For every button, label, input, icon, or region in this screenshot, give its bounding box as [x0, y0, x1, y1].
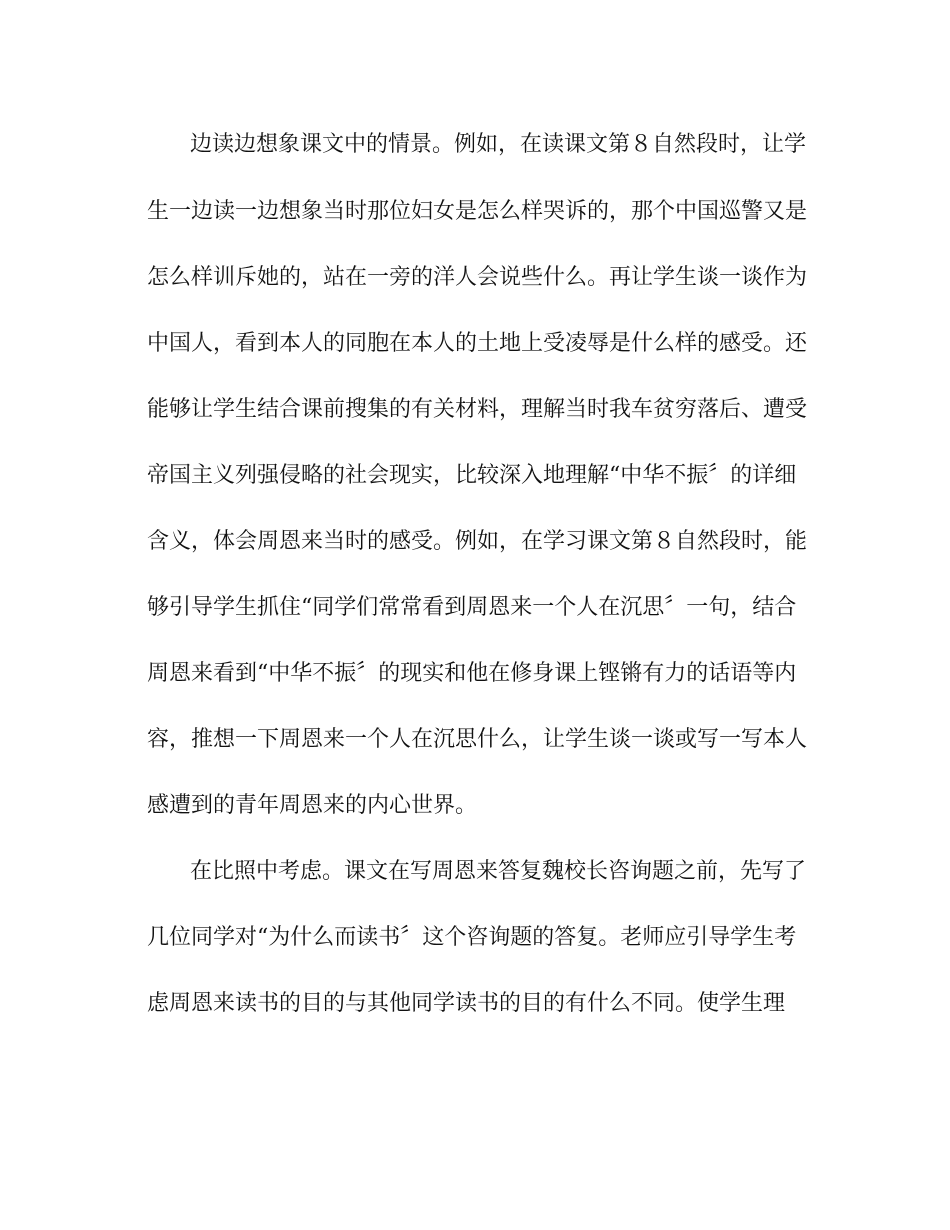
paragraph-1-line-4: 中国人，看到本人的同胞在本人的土地上受凌辱是什么样的感受。还 [147, 331, 808, 356]
paragraph-1-line-7: 含义，体会周恩来当时的感受。例如，在学习课文第８自然段时，能 [147, 529, 808, 554]
paragraph-1-line-5: 能够让学生结合课前搜集的有关材料，理解当时我车贫穷落后、遭受 [147, 397, 808, 422]
paragraph-2-line-1: 在比照中考虑。课文在写周恩来答复魏校长咨询题之前，先写了 [190, 859, 807, 884]
paragraph-1-line-6: 帝国主义列强侵略的社会现实，比较深入地理解“中华不振〞的详细 [147, 463, 797, 488]
paragraph-1-line-8: 够引导学生抓住“同学们常常看到周恩来一个人在沉思〞一句，结合 [147, 595, 797, 620]
paragraph-1-line-1: 边读边想象课文中的情景。例如，在读课文第８自然段时，让学 [190, 132, 807, 157]
paragraph-2-line-3: 虑周恩来读书的目的与其他同学读书的目的有什么不同。使学生理 [147, 991, 786, 1016]
paragraph-1-line-2: 生一边读一边想象当时那位妇女是怎么样哭诉的，那个中国巡警又是 [147, 199, 808, 224]
paragraph-1-line-11: 感遭到的青年周恩来的内心世界。 [147, 793, 478, 818]
paragraph-1-line-3: 怎么样训斥她的，站在一旁的洋人会说些什么。再让学生谈一谈作为 [147, 265, 808, 290]
paragraph-1-line-10: 容，推想一下周恩来一个人在沉思什么，让学生谈一谈或写一写本人 [147, 727, 808, 752]
paragraph-1-line-9: 周恩来看到“中华不振〞的现实和他在修身课上铿锵有力的话语等内 [147, 661, 797, 686]
paragraph-2-line-2: 几位同学对“为什么而读书〞这个咨询题的答复。老师应引导学生考 [147, 925, 797, 950]
